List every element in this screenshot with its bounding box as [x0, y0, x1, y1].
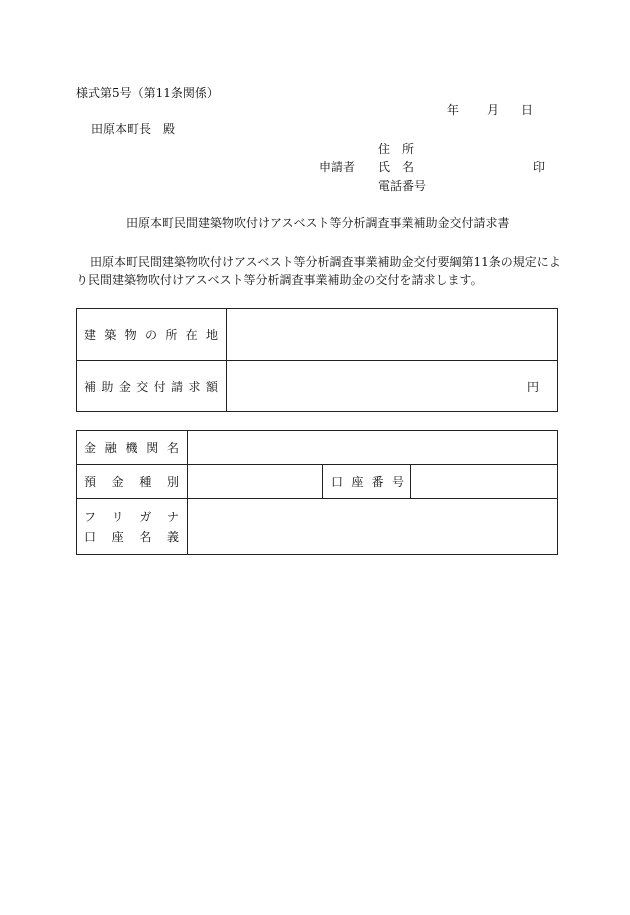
amount-label-cell — [77, 361, 227, 412]
deposit-type-label-cell — [77, 465, 188, 499]
body-line-1: 田原本町民間建築物吹付けアスベスト等分析調査事業補助金交付要綱第11条の規定によ — [90, 255, 561, 269]
applicant-label: 申請者 — [319, 160, 356, 174]
label-char: 号 — [391, 475, 404, 489]
phone-label: 電話番号 — [378, 179, 427, 193]
account-no-label-cell — [323, 465, 411, 499]
location-field[interactable] — [227, 309, 558, 361]
label-char: 金 — [84, 441, 97, 455]
label-char: 物 — [124, 328, 137, 342]
label-char: 名 — [166, 441, 179, 455]
label-char: 補 — [84, 379, 97, 394]
label-char: 助 — [101, 379, 114, 394]
label-char: 交 — [136, 379, 149, 394]
bank-name-field[interactable] — [188, 431, 558, 465]
body-line-2: り民間建築物吹付けアスベスト等分析調査事業補助金の交付を請求します。 — [76, 273, 483, 287]
label-char: 所 — [165, 328, 178, 342]
account-holder-field[interactable] — [188, 499, 558, 555]
label-char: 築 — [104, 328, 117, 342]
label-char: 口 — [331, 475, 344, 489]
holder-label-cell — [77, 499, 188, 555]
account-no-field[interactable] — [411, 465, 558, 499]
location-label-cell — [77, 309, 227, 361]
label-char: ナ — [166, 510, 179, 524]
name-label: 氏 名 — [378, 160, 415, 174]
label-char: 付 — [153, 379, 166, 394]
document-title: 田原本町民間建築物吹付けアスベスト等分析調査事業補助金交付請求書 — [126, 216, 510, 230]
bank-label — [77, 439, 187, 456]
label-char: 地 — [205, 328, 218, 342]
label-char: ガ — [139, 510, 152, 524]
bank-label-cell — [77, 431, 188, 465]
label-char: 金 — [118, 379, 131, 394]
seal-mark: 印 — [533, 160, 546, 174]
label-char: 関 — [146, 441, 159, 455]
label-char: 種 — [139, 475, 152, 489]
label-char: 金 — [111, 475, 124, 489]
label-char: 預 — [84, 475, 97, 489]
deposit-type-label — [77, 473, 187, 490]
label-char: フ — [84, 510, 97, 524]
label-char: 番 — [371, 475, 384, 489]
label-char: 請 — [171, 379, 184, 394]
date-month-label: 月 — [487, 103, 500, 117]
label-char: 座 — [111, 530, 124, 544]
label-char: の — [144, 328, 157, 342]
label-char: 座 — [351, 475, 364, 489]
table-row — [77, 309, 558, 361]
amount-field[interactable] — [227, 361, 558, 412]
address-label: 住 所 — [378, 142, 415, 156]
label-char: 求 — [188, 379, 201, 394]
label-char: 建 — [84, 328, 97, 342]
deposit-type-field[interactable] — [188, 465, 323, 499]
label-char: 在 — [185, 328, 198, 342]
account-no-label — [323, 473, 410, 490]
form-number: 様式第5号（第11条関係） — [76, 86, 219, 100]
location-label — [77, 326, 226, 343]
label-char: 義 — [166, 530, 179, 544]
label-char: 口 — [84, 530, 97, 544]
request-table — [76, 308, 558, 412]
bank-table — [76, 430, 558, 555]
date-year-label: 年 — [447, 103, 460, 117]
date-day-label: 日 — [521, 103, 534, 117]
table-row — [77, 431, 558, 465]
table-row — [77, 499, 558, 555]
table-row — [77, 465, 558, 499]
label-char: 機 — [125, 441, 138, 455]
label-char: 別 — [166, 475, 179, 489]
yen-unit: 円 — [526, 379, 539, 394]
label-char: 額 — [205, 379, 218, 394]
amount-label — [77, 378, 226, 395]
label-char: 名 — [139, 530, 152, 544]
table-row — [77, 361, 558, 412]
furigana-label — [77, 508, 187, 525]
addressee: 田原本町長 殿 — [91, 122, 176, 136]
label-char: リ — [111, 510, 124, 524]
label-char: 融 — [104, 441, 117, 455]
holder-label — [77, 528, 187, 545]
